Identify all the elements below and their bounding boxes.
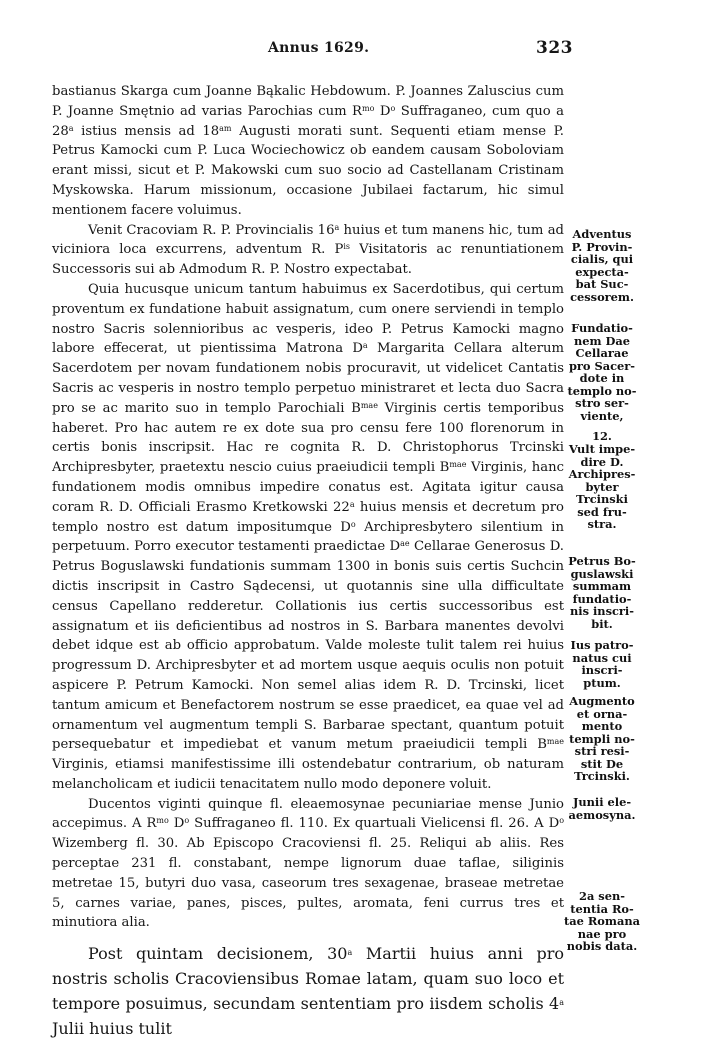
margin-note-adventus bbox=[563, 228, 641, 303]
text-run: Archipresbytero silentium in perpetuum. Porro executor testamenti praedictae D bbox=[52, 519, 564, 555]
superscript: a bbox=[68, 123, 74, 133]
note-line: stro ser- bbox=[575, 396, 629, 410]
note-line: viente, bbox=[580, 408, 624, 423]
superscript: mae bbox=[449, 460, 467, 470]
note-line: fundatio- bbox=[572, 591, 632, 606]
running-title: Annus 1629. bbox=[268, 40, 370, 56]
note-line: Vult impe- bbox=[568, 442, 636, 456]
note-line: natus cui bbox=[572, 650, 632, 665]
note-line: nobis data. bbox=[566, 939, 638, 953]
text-run: Venit Cracoviam R. P. Provincialis 16 bbox=[88, 222, 335, 238]
note-line: sed fru- bbox=[577, 504, 627, 519]
note-line: mento bbox=[581, 719, 623, 733]
note-line: inscri- bbox=[581, 663, 623, 677]
text-run: Martii huius anni pro nostris scholis Cracoviensibus Romae latam, quam suo loco et tempore posuimus, secundam sententiam pro iisdem scholis 4 bbox=[52, 944, 565, 1014]
text-run: D bbox=[374, 103, 391, 119]
note-line: stit De bbox=[580, 756, 624, 771]
superscript: o bbox=[350, 519, 356, 529]
note-line: Trcinski. bbox=[574, 769, 630, 783]
text-run: Virginis, hanc fundationem modis omnibus impedire conatus est. Agitata igitur causa coram R. D. Officiali Erasmo Kretkowski 22 bbox=[52, 460, 565, 515]
note-line: P. Provin- bbox=[571, 239, 633, 254]
main-text bbox=[52, 82, 564, 1041]
note-line: Augmento bbox=[569, 694, 635, 708]
note-line: 2a sen- bbox=[579, 889, 625, 903]
margin-note-augmento bbox=[563, 695, 641, 783]
text-run: Suffraganeo fl. 110. Ex quartuali Vielicensi fl. 26. A D bbox=[189, 816, 560, 832]
note-line: bit. bbox=[591, 616, 613, 631]
text-run: Suffraganeo, cum quo a 28 bbox=[52, 103, 565, 139]
note-line: guslawski bbox=[570, 566, 634, 581]
note-line: ptum. bbox=[583, 675, 621, 690]
superscript: o bbox=[184, 816, 190, 826]
superscript: a bbox=[334, 222, 340, 232]
note-line: 12. bbox=[592, 429, 612, 443]
note-line: stri resi- bbox=[574, 744, 630, 758]
text-run: Augusti morati sunt. Sequenti etiam mense P. Petrus Kamocki cum P. Luca Wociechowicz ob eandem causam Soboloviam erant missi, sicut et P. Makowski cum suo socio ad Castellanam Cristinam Myskowska. Harum missionum, occasione Jubilaei factarum, hic simul mentionem facere voluimus. bbox=[52, 123, 564, 218]
superscript: a bbox=[362, 341, 368, 351]
text-run: Wizemberg fl. 30. Ab Episcopo Cracoviensi fl. 25. Reliqui ab aliis. Res perceptae 231 fl. constabant, nempe lignorum duae taflae, siliginis metretae 15, butyri duo vasa, caseorum tres sexagenae, braseae metretae 5, carnes variae, panes, pisces, pultes, aromata, feni currus tres et minutiora alia. bbox=[52, 836, 564, 931]
note-line: Adventus bbox=[572, 227, 632, 241]
note-line: stra. bbox=[587, 517, 617, 531]
note-line: Fundatio- bbox=[571, 321, 633, 335]
superscript: mae bbox=[360, 400, 378, 410]
superscript: a bbox=[349, 499, 355, 509]
margin-note-fundatio bbox=[563, 322, 641, 422]
superscript: am bbox=[219, 123, 232, 133]
text-run: D bbox=[168, 816, 185, 832]
margin-note-date bbox=[563, 430, 641, 443]
margin-note-boguslawski bbox=[563, 555, 641, 630]
superscript: is bbox=[343, 242, 351, 252]
superscript: a bbox=[559, 998, 564, 1008]
note-line: tae Romana bbox=[563, 914, 640, 928]
paragraph-2 bbox=[52, 221, 564, 280]
note-line: Junii ele- bbox=[572, 795, 632, 809]
text-run: Virginis, etiamsi manifestissime illi ostendebatur contrarium, ob naturam melancholicam et iudicii tenacitatem nullo modo deponere voluit. bbox=[52, 757, 564, 792]
paragraph-4 bbox=[52, 795, 564, 934]
note-line: nem Dae bbox=[573, 333, 631, 348]
note-line: templo no- bbox=[567, 383, 637, 398]
margin-note-junii bbox=[563, 796, 641, 821]
text-run: istius mensis ad 18 bbox=[73, 123, 220, 139]
note-line: Trcinski bbox=[576, 492, 628, 506]
note-line: dote in bbox=[579, 371, 625, 385]
text-run: Julii huius tulit bbox=[52, 1019, 172, 1039]
text-run: Virginis certis temporibus haberet. Pro hac autem re ex dote sua pro censu fere 100 florenorum in certis bonis inscripsit. Hac re cognita R. D. Christophorus Trcinski Archipresbyter, praetextu nescio cuius praeiudicii templi B bbox=[52, 400, 564, 476]
note-line: Ius patro- bbox=[570, 638, 634, 652]
note-line: dire D. bbox=[580, 454, 624, 469]
text-run: Cellarae Generosus D. Petrus Boguslawski fundationis summam 1300 in bonis suis certis Suchcin dictis inscripsit in Castro Sądecensi, ut quotannis sine ulla difficultate census Capellano redderetur. Collationis ius certis successoribus est assignatum et iis deficientibus ad nostros in S. Barbara manentes devolvi debet idque est ab officio approbatum. Valde moleste tulit talem rei huius progressum D. Archipresbyter et ad mortem usque aequis oculis non potuit aspicere P. Petrum Kamocki. Non semel alias idem R. D. Trcinski, licet tantum amicum et Benefactorem nostrum se esse praedicet, ea quae vel ad ornamentum vel augmentum templi S. Barbarae spectant, quantum potuit persequebatur et impediebat et vanum metum praeiudicii templi B bbox=[52, 539, 564, 753]
note-line: expecta- bbox=[575, 264, 629, 279]
text-run: Quia hucusque unicum tantum habuimus ex Sacerdotibus, qui certum proventum ex fundatione habuit assignatum, cum onere serviendi in templo nostro Sacris solennioribus ac vesperis, ideo P. Petrus Kamocki magno labore effecerat, ut pientissima Matrona D bbox=[52, 281, 564, 357]
note-line: aemosyna. bbox=[568, 807, 636, 822]
note-line: Archipres- bbox=[568, 467, 636, 481]
superscript: mae bbox=[546, 737, 564, 747]
superscript: mo bbox=[156, 816, 169, 826]
text-run: Ducentos viginti quinque fl. eleaemosynae pecuniariae mense Junio accepimus. A R bbox=[52, 796, 564, 832]
page-number: 323 bbox=[536, 38, 573, 58]
superscript: o bbox=[390, 103, 396, 113]
superscript: o bbox=[559, 816, 565, 826]
note-line: bat Suc- bbox=[575, 277, 629, 291]
superscript: a bbox=[347, 948, 353, 958]
note-line: Cellarae bbox=[575, 346, 629, 360]
page-header bbox=[0, 40, 720, 62]
paragraph-5 bbox=[52, 941, 564, 1041]
text-run: Post quintam decisionem, 30 bbox=[88, 944, 348, 964]
note-line: byter bbox=[585, 479, 619, 494]
note-line: et orna- bbox=[576, 706, 628, 721]
superscript: ae bbox=[400, 539, 410, 549]
text-run: huius et tum manens hic, tum ad viciniora loca excurrens, adventum R. P bbox=[52, 222, 564, 258]
paragraph-1 bbox=[52, 82, 564, 221]
note-line: tentia Ro- bbox=[570, 901, 634, 916]
note-line: nis inscri- bbox=[569, 604, 634, 618]
margin-note-ius-patronatus bbox=[563, 639, 641, 689]
text-run: huius mensis et decretum pro templo nostro est datum impositumque D bbox=[52, 499, 564, 535]
text-run: Visitatoris ac renuntiationem Successoris sui ab Admodum R. P. Nostro expectabat. bbox=[52, 242, 564, 278]
note-line: summam bbox=[572, 579, 632, 593]
note-line: templi no- bbox=[569, 731, 635, 746]
superscript: mo bbox=[361, 103, 375, 113]
margin-note-vult-impedire bbox=[563, 443, 641, 531]
note-line: cialis, qui bbox=[570, 252, 634, 266]
note-line: Petrus Bo- bbox=[568, 554, 636, 568]
margin-note-sententia bbox=[563, 890, 641, 953]
note-line: cessorem. bbox=[570, 289, 634, 304]
paragraph-3 bbox=[52, 280, 564, 795]
text-run: bastianus Skarga cum Joanne Bąkalic Hebdowum. P. Joannes Zaluscius cum P. Joanne Smętnio ad varias Parochias cum R bbox=[52, 84, 564, 119]
note-line: pro Sacer- bbox=[568, 358, 636, 373]
note-line: nae pro bbox=[577, 926, 627, 941]
text-run: Margarita Cellara alterum Sacerdotem per novam fundationem nobis procuravit, ut videlicet Cantatis Sacris ac vesperis in nostro templo perpetuo ministraret et lecta duo Sacra pro se ac marito suo in templo Parochiali B bbox=[52, 341, 564, 416]
